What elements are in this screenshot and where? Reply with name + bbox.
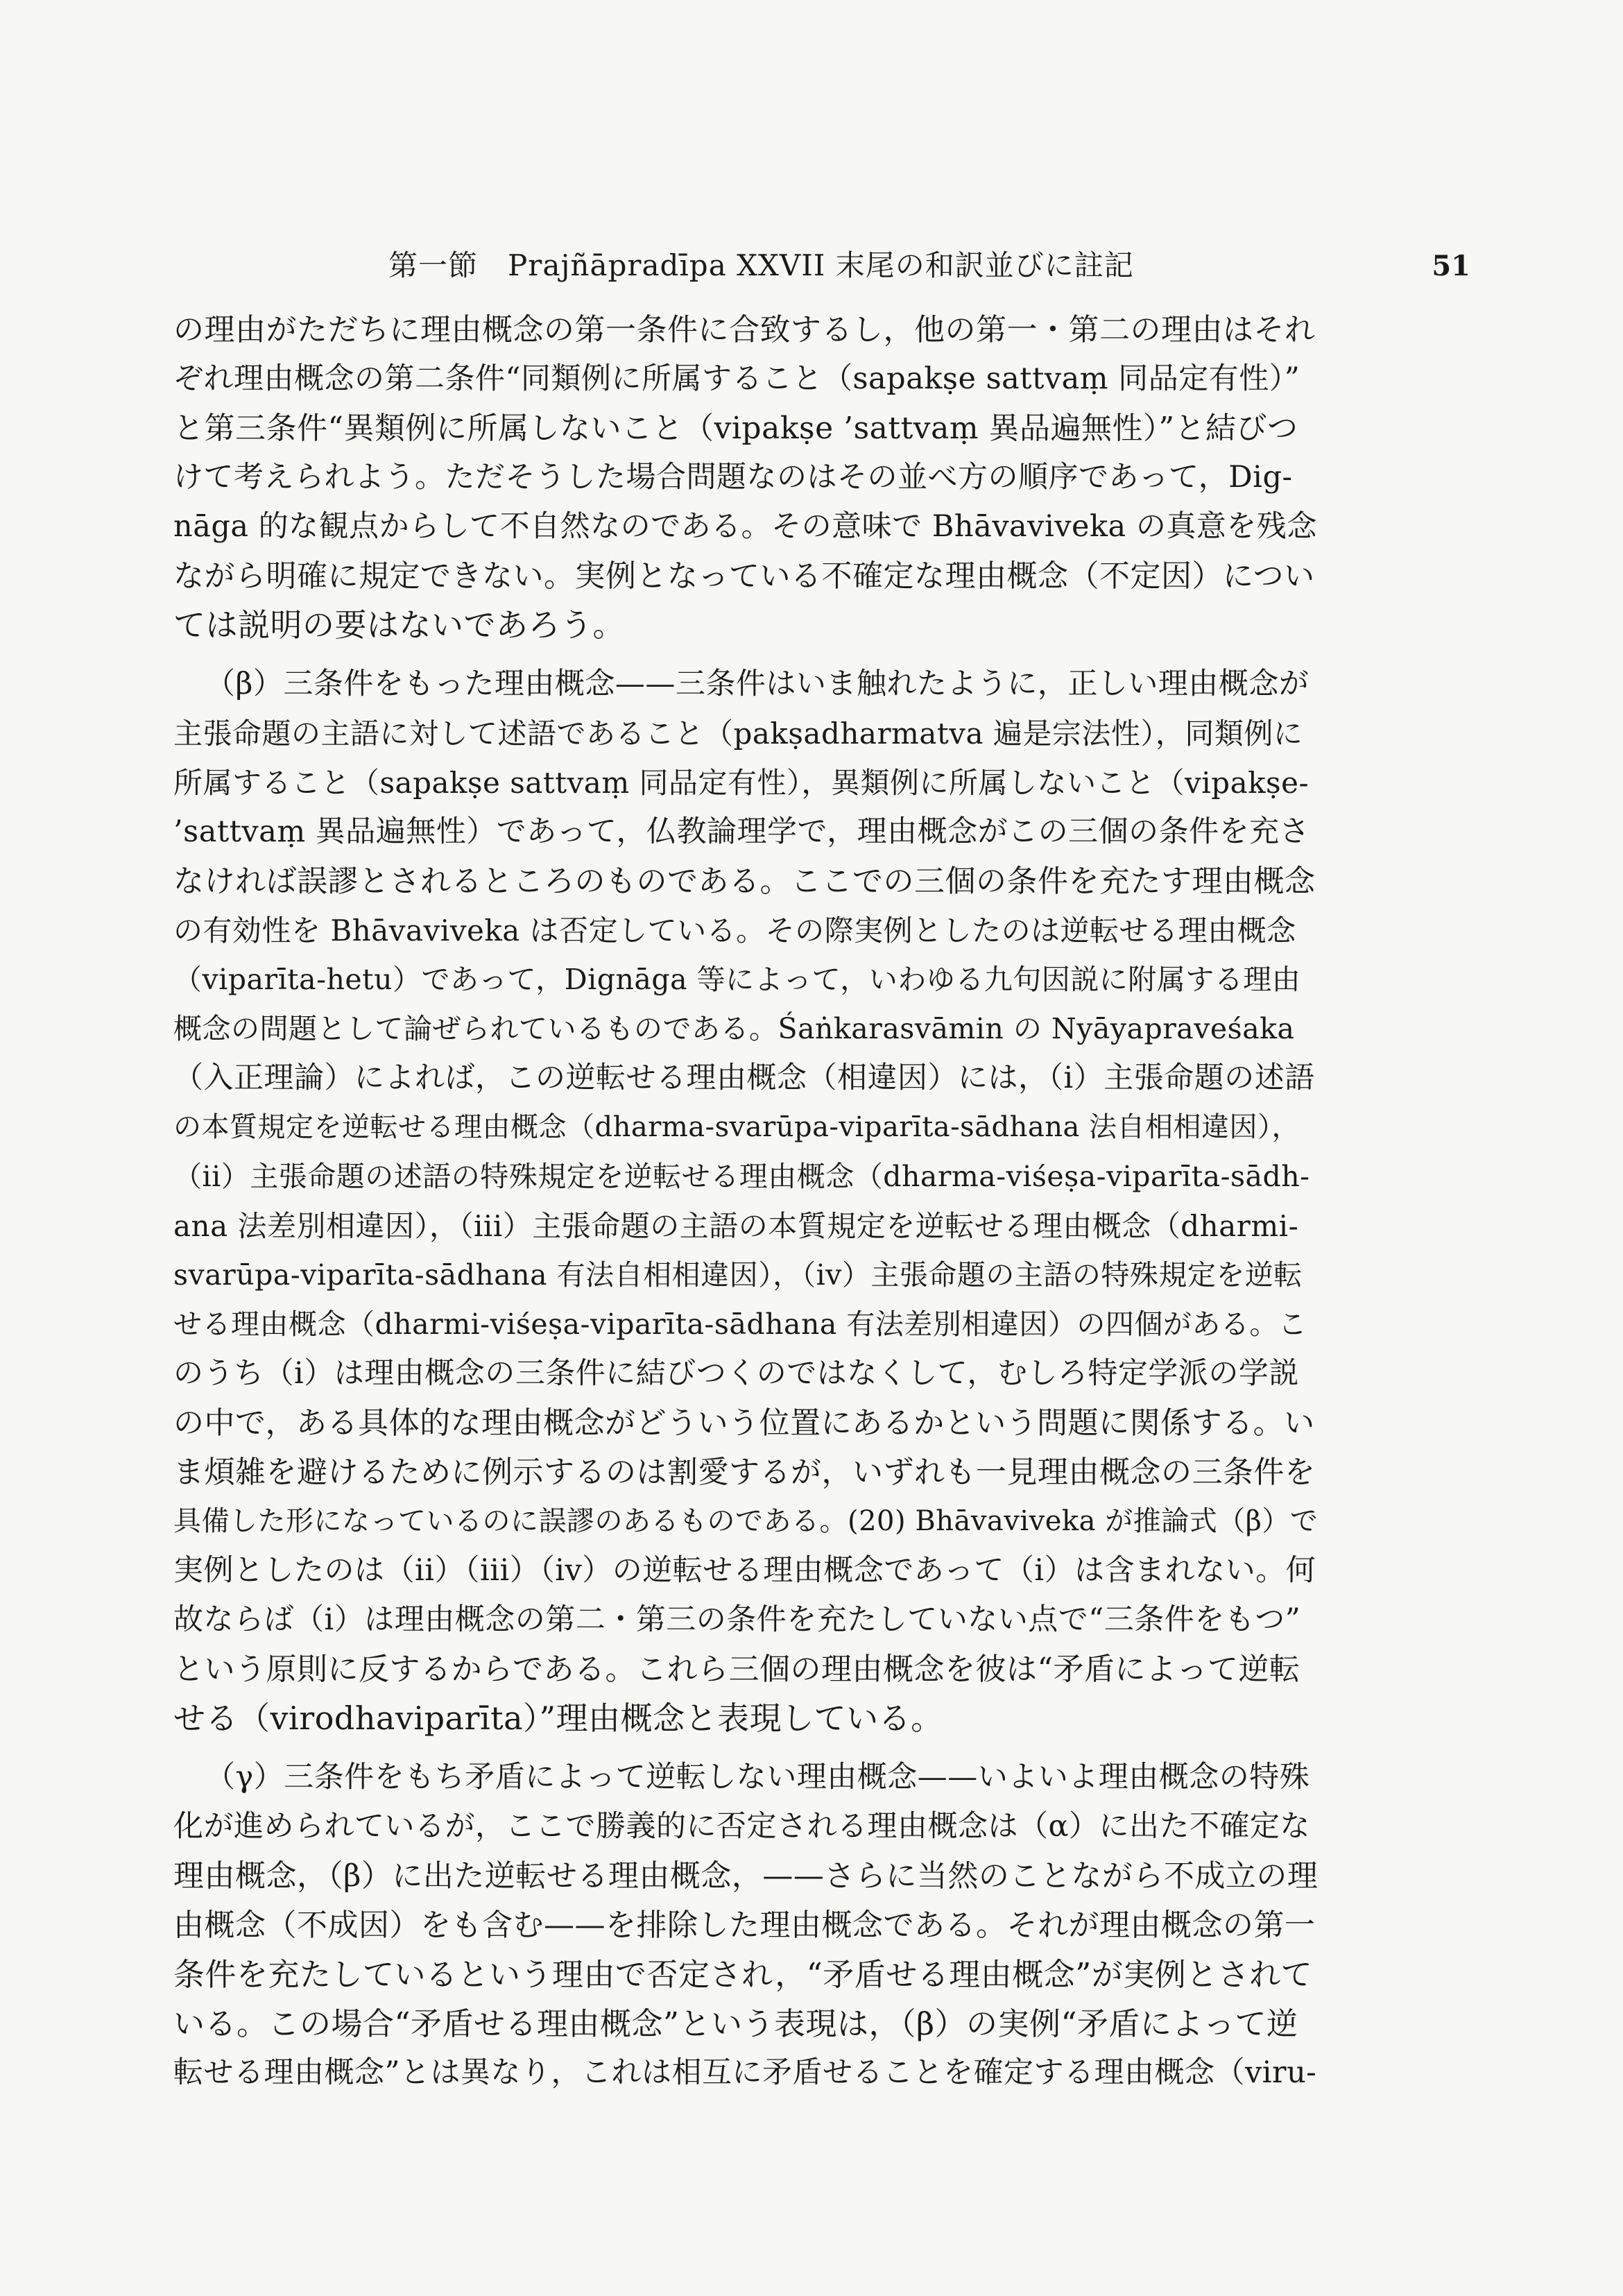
page-number: 51: [1432, 250, 1470, 282]
text-line: 故ならば（i）は理由概念の第二・第三の条件を充たしていない点で“三条件をもつ”: [173, 1602, 1301, 1637]
paragraph-gamma: [173, 1753, 1318, 2098]
page-header: [388, 243, 1484, 291]
text-line: せる理由概念（dharmi-viśeṣa-viparīta-sādhana 有法差別相違因）の四個がある。こ: [173, 1308, 1307, 1341]
text-line: 所属すること（sapakṣe sattvaṃ 同品定有性），異類例に所属しないこと（vipakṣe-: [173, 766, 1309, 800]
text-line: の本質規定を逆転せる理由概念（dharma-svarūpa-viparīta-sādhana 法自相相違因），: [173, 1111, 1300, 1143]
text-line: 理由概念，（β）に出た逆転せる理由概念，——さらに当然のことながら不成立の理: [173, 1858, 1319, 1894]
text-line: の有効性を Bhāvaviveka は否定している。その際実例としたのは逆転せる理由概念: [173, 914, 1296, 948]
text-line: の中で，ある具体的な理由概念がどういう位置にあるかという問題に関係する。い: [173, 1405, 1315, 1441]
text-line: と第三条件“異類例に所属しないこと（vipakṣe ’sattvaṃ 異品遍無性）”と結びつ: [173, 411, 1298, 446]
text-line: nāga 的な観点からして不自然なのである。その意味で Bhāvaviveka の真意を残念: [173, 509, 1317, 544]
text-line: 具備した形になっているのに誤謬のあるものである。(20) Bhāvaviveka が推論式（β）で: [173, 1505, 1319, 1537]
text-line: 主張命題の主語に対して述語であること（pakṣadharmatva 遍是宗法性），同類例に: [173, 717, 1303, 751]
paragraph-beta: [173, 660, 1318, 1743]
text-line: ま煩雑を避けるために例示するのは割愛するが，いずれも一見理由概念の三条件を: [173, 1455, 1316, 1490]
text-line: なければ誤謬とされるところのものである。ここでの三個の条件を充たす理由概念: [173, 864, 1316, 899]
text-line: ぞれ理由概念の第二条件“同類例に所属すること（sapakṣe sattvaṃ 同品定有性）”: [173, 361, 1300, 396]
text-line: ana 法差別相違因），（iii）主張命題の主語の本質規定を逆転せる理由概念（dharmi-: [173, 1209, 1299, 1243]
text-line: （viparīta-hetu）であって，Dignāga 等によって，いわゆる九句因説に附属する理由: [173, 963, 1301, 996]
text-line: svarūpa-viparīta-sādhana 有法自相相違因），（iv）主張命題の主語の特殊規定を逆転: [173, 1258, 1303, 1292]
text-line: （ii）主張命題の述語の特殊規定を逆転せる理由概念（dharma-viśeṣa-viparīta-sādh-: [173, 1160, 1310, 1193]
text-line: ながら明確に規定できない。実例となっている不確定な理由概念（不定因）につい: [173, 558, 1315, 594]
text-line: 由概念（不成因）をも含む——を排除した理由概念である。それが理由概念の第一: [173, 1908, 1316, 1943]
text-line: けて考えられよう。ただそうした場合問題なのはその並べ方の順序であって，Dig-: [173, 460, 1293, 495]
text-line: という原則に反するからである。これら三個の理由概念を彼は“矛盾によって逆転: [173, 1652, 1300, 1687]
text-line: 実例としたのは（ii）（iii）（iv）の逆転せる理由概念であって（i）は含まれない。何: [173, 1553, 1316, 1588]
text-line: （γ）三条件をもち矛盾によって逆転しない理由概念——いよいよ理由概念の特殊: [205, 1760, 1310, 1794]
text-line: の理由がただちに理由概念の第一条件に合致するし，他の第一・第二の理由はそれ: [173, 312, 1316, 348]
text-line: 概念の問題として論ぜられているものである。Śaṅkarasvāmin の Nyāyapraveśaka: [173, 1012, 1295, 1045]
text-line: 化が進められているが，ここで勝義的に否定される理由概念は（α）に出た不確定な: [173, 1809, 1311, 1844]
running-head: 第一節 Prajñāpradīpa XXVII 末尾の和訳並びに註記: [388, 248, 1134, 282]
text-line: ’sattvaṃ 異品遍無性）であって，仏教論理学で，理由概念がこの三個の条件を充さ: [173, 814, 1310, 849]
text-line: せる（virodhaviparīta）”理由概念と表現している。: [173, 1699, 943, 1737]
body-text: [173, 305, 1318, 2098]
text-line: のうち（i）は理由概念の三条件に結びつくのではなくして，むしろ特定学派の学説: [173, 1356, 1299, 1391]
text-line: （入正理論）によれば，この逆転せる理由概念（相違因）には，（i）主張命題の述語: [173, 1061, 1315, 1095]
text-line: （β）三条件をもった理由概念——三条件はいま触れたように，正しい理由概念が: [205, 667, 1309, 701]
paragraph-continuation: [173, 305, 1318, 650]
text-line: いる。この場合“矛盾せる理由概念”という表現は，（β）の実例“矛盾によって逆: [173, 2005, 1298, 2042]
text-line: ては説明の要はないであろう。: [173, 606, 625, 644]
text-line: 条件を充たしているという理由で否定され，“矛盾せる理由概念”が実例とされて: [173, 1956, 1313, 1993]
text-line: 転せる理由概念”とは異なり，これは相互に矛盾せることを確定する理由概念（viru-: [173, 2055, 1317, 2090]
